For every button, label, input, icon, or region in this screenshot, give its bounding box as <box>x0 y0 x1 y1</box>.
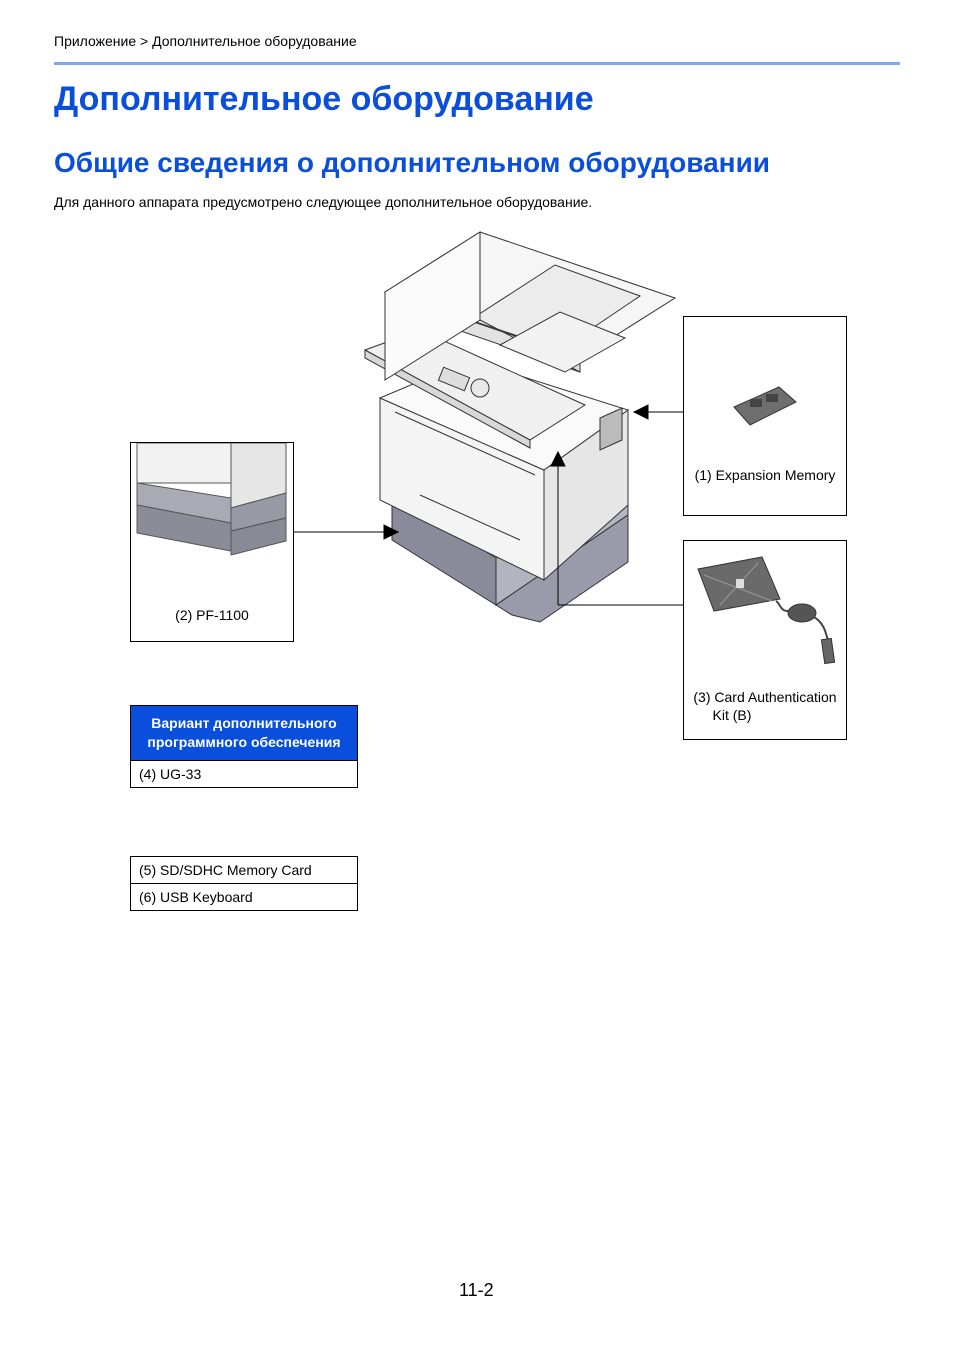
breadcrumb: Приложение > Дополнительное оборудование <box>54 33 357 49</box>
table-cell: (6) USB Keyboard <box>131 884 358 911</box>
software-options-header: Вариант дополнительного программного обеспечения <box>131 706 358 761</box>
card-reader-image <box>684 541 846 671</box>
page-number: 11-2 <box>459 1280 494 1300</box>
expansion-memory-callout <box>683 316 847 516</box>
card-kit-callout <box>683 540 847 740</box>
other-options-table <box>130 856 358 911</box>
intro-text: Для данного аппарата предусмотрено следующее дополнительное оборудование. <box>54 194 593 210</box>
table-cell: (5) SD/SDHC Memory Card <box>131 857 358 884</box>
card-kit-label-line2: Kit (B) <box>712 707 752 723</box>
expansion-memory-image <box>684 317 846 447</box>
paper-feeder-label: (2) PF-1100 <box>175 607 249 623</box>
table-row <box>131 857 358 884</box>
card-kit-label-line1: (3) Card Authentication <box>693 689 837 705</box>
section-heading: Общие сведения о дополнительном оборудовании <box>54 147 770 178</box>
page-title: Дополнительное оборудование <box>54 80 594 118</box>
table-row <box>131 761 358 788</box>
printer-illustration <box>365 232 675 622</box>
table-cell: (4) UG-33 <box>131 761 358 788</box>
paper-feeder-callout <box>130 442 294 642</box>
expansion-memory-label: (1) Expansion Memory <box>694 467 836 483</box>
paper-feeder-image <box>131 443 293 563</box>
software-options-table <box>130 705 358 788</box>
table-row <box>131 884 358 911</box>
